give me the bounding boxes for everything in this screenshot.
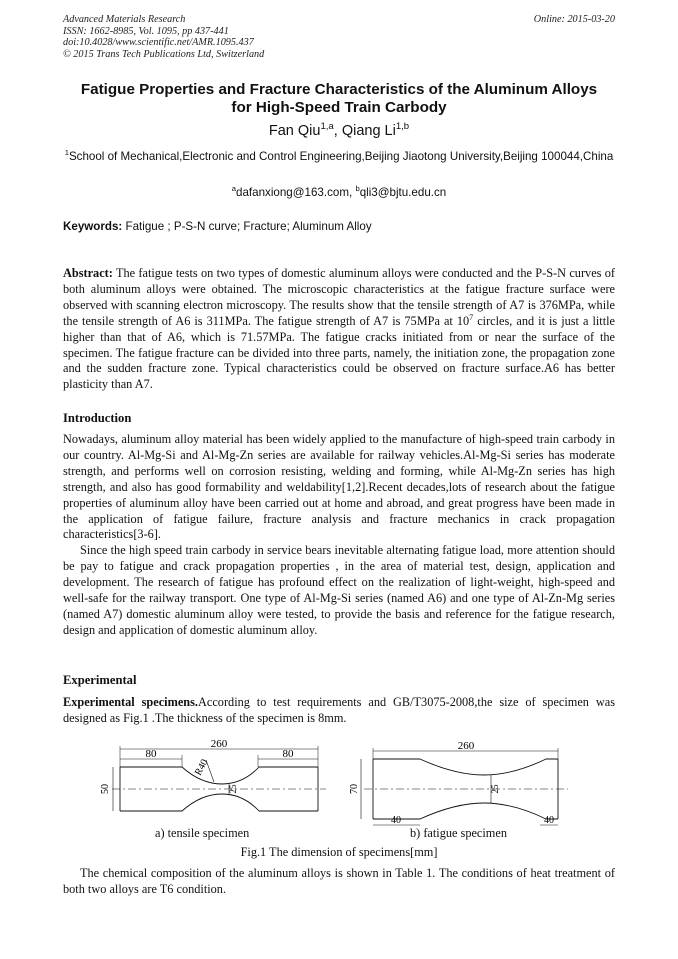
abstract-text: The fatigue tests on two types of domestic aluminum alloys were conducted and the P-S-N curves of both aluminum alloys were obtained. The microscopic characteristics at the fatigue fracture surface were observed with scanning electron microscopy. The results show that the tensile strength of A7 is 376MPa, while the tensile strength of A6 is 311MPa. The fatigue strength of A7 is 75MPa at 10	[63, 266, 615, 328]
issn-line: ISSN: 1662-8985, Vol. 1095, pp 437-441	[63, 25, 229, 37]
email-superscript: b	[355, 184, 360, 194]
title-line-2: for High-Speed Train Carbody	[231, 99, 447, 116]
author-name: Qiang Li	[341, 123, 396, 139]
abstract-label: Abstract:	[63, 266, 113, 280]
dim-neck-width: 25	[490, 784, 500, 794]
online-date: Online: 2015-03-20	[533, 14, 615, 25]
email-line	[40, 186, 638, 199]
email-address[interactable]: dafanxiong@163.com,	[236, 186, 353, 199]
abstract-text: circles, and it is just a little higher than that of A6, which is 71.57MPa. The fatigue cracks initiated from or near the surface of the specimen. The fatigue fracture can be divided into three parts, namely, the initiation zone, the propagation zone and the sudden fracture zone. Typical characteristics could be observed on fracture surface.A6 has better plasticity than A7.	[63, 313, 615, 392]
author-name: Fan Qiu	[268, 123, 321, 139]
copyright-line: © 2015 Trans Tech Publications Ltd, Switzerland	[63, 48, 265, 60]
author-superscript: 1,a	[320, 121, 334, 133]
dim-left-length: 40	[391, 815, 401, 826]
journal-name: Advanced Materials Research	[63, 14, 186, 25]
paragraph: Since the high speed train carbody in service bears inevitable alternating fatigue load, more attention should be pay to fatigue and crack propagation properties , in the area of material test, design, application and development. The research of fatigue has profound effect on the realization of light-weight, high-speed and well-safe for the railway transport. One type of Al-Mg-Si series (named A6) and one type of Al-Zn-Mg series (named A7) domestic aluminum alloy were tested, to provide the basis and reference for the fatigue research, design and application of domestic aluminum alloy.	[63, 543, 615, 637]
paragraph-text: According to test requirements and GB/T3075-2008,the size of specimen was designed as Fig.1 .The thickness of the specimen is 8mm.	[63, 695, 615, 725]
affiliation-text: School of Mechanical,Electronic and Control Engineering,Beijing Jiaotong University,Beijing 100044,China	[68, 150, 614, 163]
email-superscript: a	[231, 184, 237, 194]
keywords	[63, 220, 372, 233]
doi-line: doi:10.4028/www.scientific.net/AMR.1095.437	[63, 37, 254, 49]
affiliation	[60, 150, 618, 165]
dim-overall-length: 260	[210, 738, 228, 750]
specimen-figure	[0, 738, 678, 830]
dim-neck-width: 25	[228, 784, 238, 794]
subfigure-caption: b) fatigue specimen	[410, 826, 507, 840]
tensile-specimen-drawing	[112, 746, 326, 811]
keywords-label: Keywords:	[63, 220, 123, 233]
author-superscript: 1,b	[395, 121, 410, 133]
figure-caption: Fig.1 The dimension of specimens[mm]	[240, 845, 438, 859]
abstract-exponent: 7	[469, 312, 474, 322]
dim-right-length: 40	[544, 815, 554, 826]
run-in-heading: Experimental specimens.	[63, 695, 198, 709]
fatigue-specimen-drawing	[361, 748, 568, 825]
dim-width: 50	[100, 784, 111, 794]
keywords-text: Fatigue ; P-S-N curve; Fracture; Aluminum Alloy	[122, 220, 372, 233]
paper-title	[40, 81, 638, 117]
author-separator: ,	[333, 123, 342, 139]
affiliation-superscript: 1	[64, 148, 69, 158]
paragraph: Nowadays, aluminum alloy material has been widely applied to the manufacture of high-speed train carbody in our country. Al-Mg-Si and Al-Mg-Zn series are available for railway vehicles.Al-Mg-Si series has moderate strength, and performs well on corrosion resisting, welding and forming, while Al-Mg-Zn series has high strength, and also has good formability and weldability[1,2].Recent decades,lots of research about the fatigue properties of aluminum alloy have been carried out at home and abroad, and great progress have been made in the application of fatigue failure, fracture analysis and fracture mechanics in crack propagation characteristics[3-6].	[63, 432, 615, 542]
dim-right-length: 80	[282, 748, 294, 760]
paragraph: The chemical composition of the aluminum alloys is shown in Table 1. The conditions of heat treatment of both two alloys are T6 condition.	[63, 866, 615, 896]
paragraph	[63, 695, 615, 727]
subfigure-caption: a) tensile specimen	[155, 826, 250, 840]
abstract	[63, 266, 615, 393]
dim-radius: R40	[192, 757, 211, 778]
dim-left-length: 80	[145, 748, 157, 760]
running-header	[63, 14, 264, 60]
section-heading: Experimental	[63, 673, 137, 687]
dim-overall-length: 260	[457, 740, 475, 752]
dim-width: 70	[349, 784, 360, 794]
title-line-1: Fatigue Properties and Fracture Characteristics of the Aluminum Alloys	[80, 81, 598, 98]
author-list	[40, 123, 638, 139]
email-address[interactable]: qli3@bjtu.edu.cn	[359, 186, 447, 199]
section-heading: Introduction	[63, 411, 132, 425]
